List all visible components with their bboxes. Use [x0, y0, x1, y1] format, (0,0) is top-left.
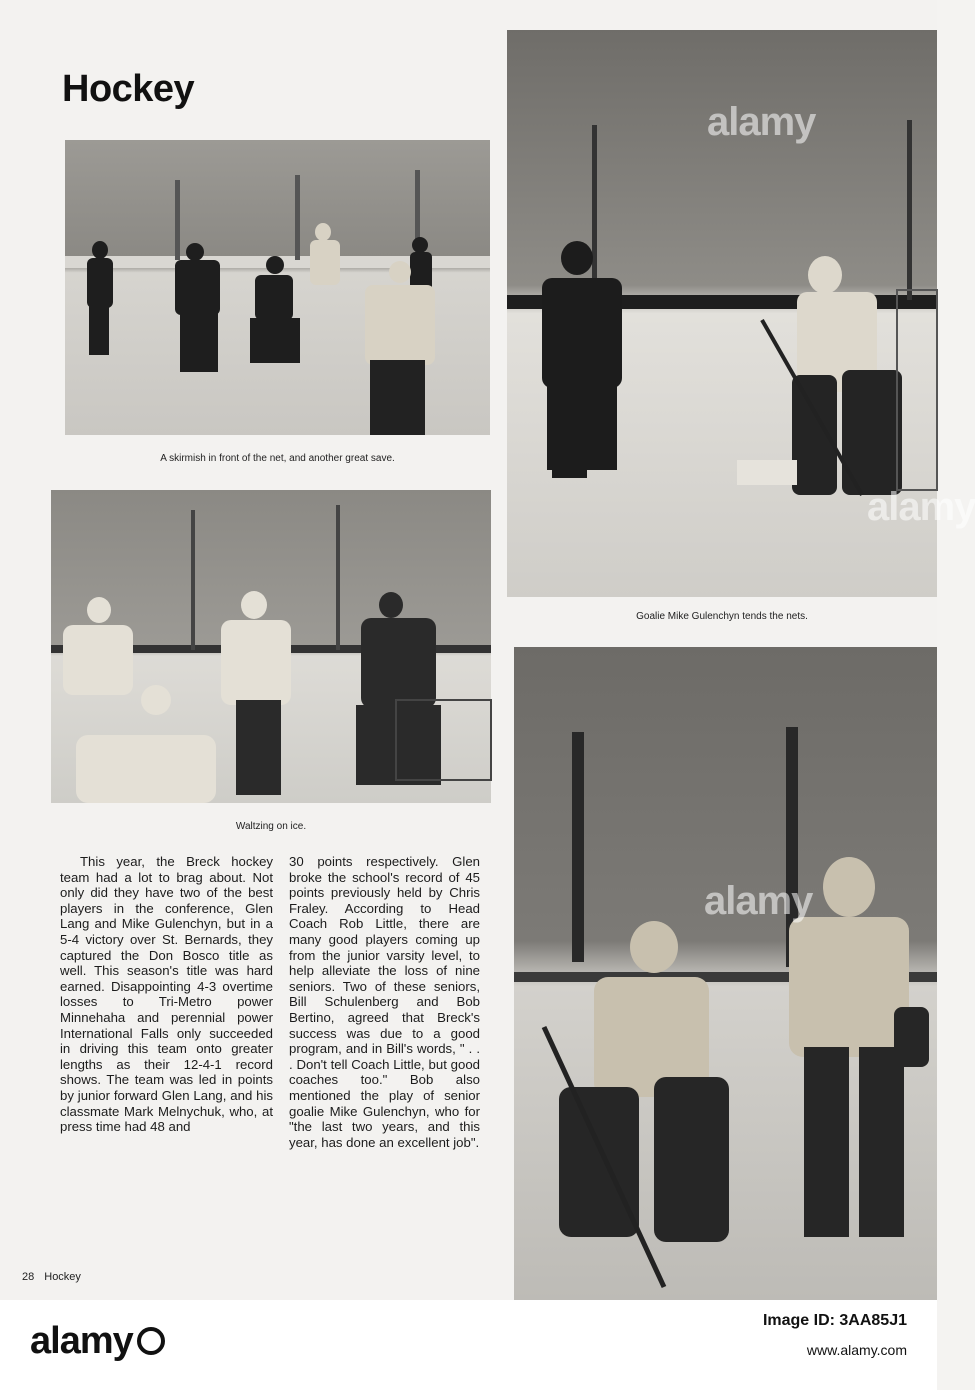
page-number: 28: [22, 1271, 35, 1283]
page-title: Hockey: [62, 68, 195, 110]
watermark: alamy: [867, 485, 975, 529]
article-column-2: 30 points respectively. Glen broke the school's record of 45 points previously held by Chris Fraley. According to Head Coach Rob Little, there are many good players coming up from the junior varsity level, to help alleviate the loss of nine seniors. Two of these seniors, Bill Schulenberg and Bob Bertino, agreed that Breck's success was due to a good program, and in Bill's words, " . . . Don't tell Coach Little, but good coaches too." Bob also mentioned the play of senior goalie Mike Gulenchyn, who for "the last two years, and this year, has done an excellent job".: [289, 854, 480, 1150]
caption-goalie: Goalie Mike Gulenchyn tends the nets.: [636, 611, 808, 622]
caption-waltzing: Waltzing on ice.: [235, 821, 307, 832]
footer-logo: [30, 1320, 165, 1363]
footer-url: www.alamy.com: [806, 1342, 907, 1358]
folio-section: Hockey: [44, 1271, 81, 1283]
photo-waltzing: [51, 490, 491, 803]
logo-mark-icon: [137, 1327, 165, 1355]
photo-goalie: [507, 30, 975, 597]
watermark: alamy: [704, 879, 813, 923]
footer-logo-text: alamy: [30, 1320, 133, 1362]
photo-skirmish: [65, 140, 490, 435]
stock-footer: [0, 1300, 937, 1390]
watermark: alamy: [707, 100, 816, 144]
article-column-1: This year, the Breck hockey team had a lot to brag about. Not only did they have two of the best players in the conference, Glen Lang and Mike Gulenchyn, but in a 5-4 victory over St. Bernards, they captured the Don Bosco title as well. This season's title was hard earned. Disappointing 4-3 overtime losses to Tri-Metro power Minnehaha and perennial power International Falls only succeeded in driving this team onto greater lengths as their 12-4-1 record shows. The team was led in points by junior forward Glen Lang, and his classmate Mark Melnychuk, who, at press time had 48 and: [60, 854, 273, 1135]
caption-skirmish: A skirmish in front of the net, and another great save.: [160, 453, 395, 464]
page-folio: [22, 1271, 91, 1283]
photo-players: [514, 647, 937, 1300]
footer-image-id: Image ID: 3AA85J1: [762, 1312, 907, 1329]
